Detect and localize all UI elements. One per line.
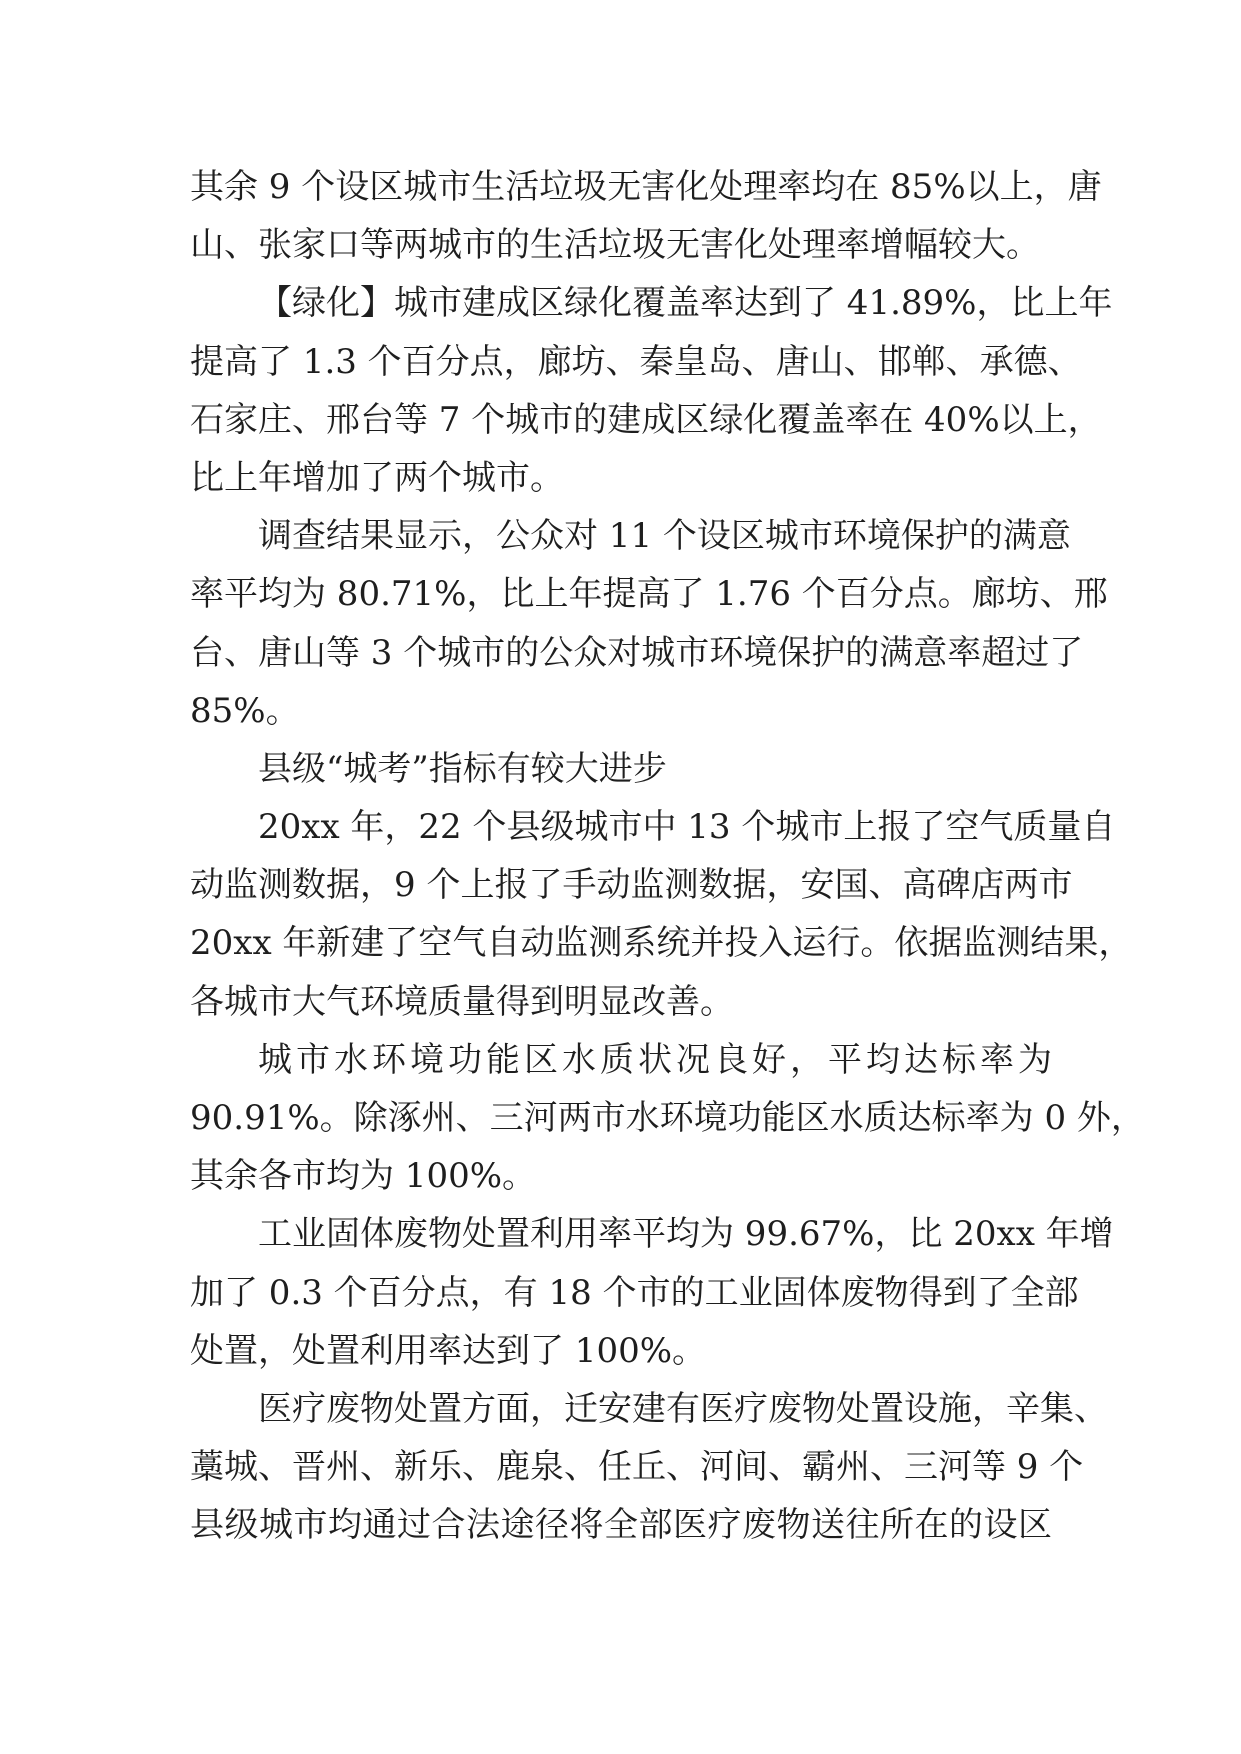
text-line: 【绿化】城市建成区绿化覆盖率达到了 41.89%，比上年 (258, 283, 1113, 324)
text-line: 20xx 年，22 个县级城市中 13 个城市上报了空气质量自 (258, 807, 1116, 848)
text-line: 石家庄、邢台等 7 个城市的建成区绿化覆盖率在 40%以上， (190, 399, 1102, 440)
text-line: 城市水环境功能区水质状况良好，平均达标率为 (258, 1039, 1052, 1080)
text-line: 台、唐山等 3 个城市的公众对城市环境保护的满意率超过了 (190, 632, 1084, 673)
text-line: 医疗废物处置方面，迁安建有医疗废物处置设施，辛集、 (258, 1388, 1108, 1429)
document-body (190, 158, 1145, 1555)
text-line: 各城市大气环境质量得到明显改善。 (190, 981, 734, 1022)
text-line: 90.91%。除涿州、三河两市水环境功能区水质达标率为 0 外， (190, 1098, 1145, 1138)
text-line: 其余 9 个设区城市生活垃圾无害化处理率均在 85%以上，唐 (190, 167, 1102, 207)
text-line: 其余各市均为 100%。 (190, 1156, 537, 1197)
text-line: 山、张家口等两城市的生活垃圾无害化处理率增幅较大。 (190, 225, 1040, 266)
text-line: 县级“城考”指标有较大进步 (258, 748, 667, 789)
text-line: 85%。 (190, 690, 300, 731)
text-line: 加了 0.3 个百分点，有 18 个市的工业固体废物得到了全部 (190, 1272, 1079, 1313)
text-line: 率平均为 80.71%，比上年提高了 1.76 个百分点。廊坊、邢 (190, 574, 1108, 615)
text-line: 提高了 1.3 个百分点，廊坊、秦皇岛、唐山、邯郸、承德、 (190, 341, 1082, 382)
text-line: 藁城、晋州、新乐、鹿泉、任丘、河间、霸州、三河等 9 个 (190, 1447, 1084, 1488)
text-line: 比上年增加了两个城市。 (190, 457, 564, 498)
text-line: 处置，处置利用率达到了 100%。 (190, 1330, 707, 1371)
text-line: 动监测数据，9 个上报了手动监测数据，安国、高碑店两市 (190, 865, 1073, 906)
text-line: 县级城市均通过合法途径将全部医疗废物送往所在的设区 (190, 1505, 1052, 1546)
text-line: 20xx 年新建了空气自动监测系统并投入运行。依据监测结果， (190, 923, 1133, 964)
text-line: 调查结果显示，公众对 11 个设区城市环境保护的满意 (258, 516, 1071, 557)
text-line: 工业固体废物处置利用率平均为 99.67%，比 20xx 年增 (258, 1214, 1114, 1255)
